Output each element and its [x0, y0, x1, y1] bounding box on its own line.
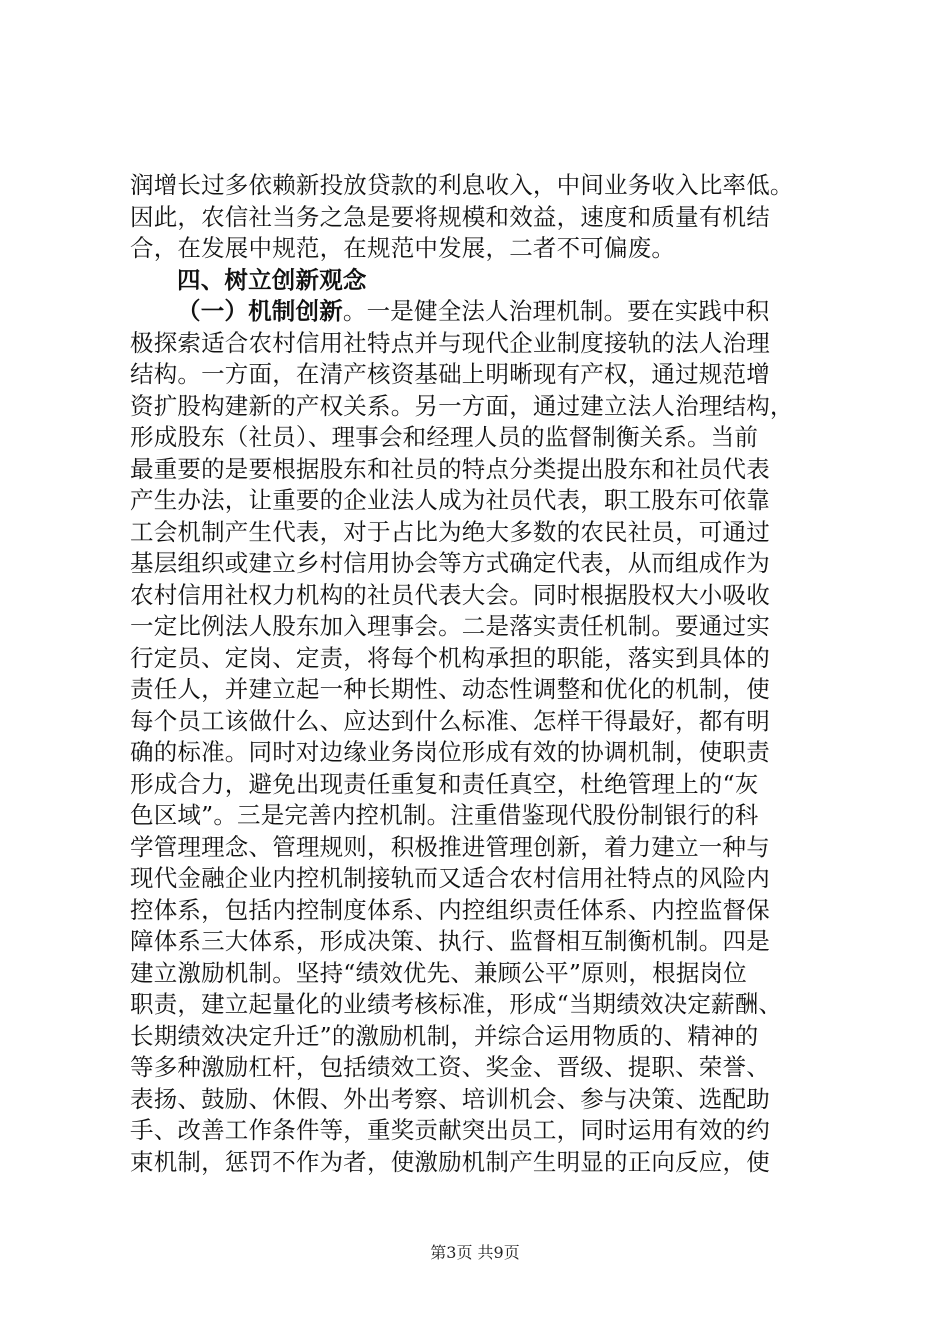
text-line: 建立激励机制。坚持“绩效优先、兼顾公平”原则，根据岗位: [130, 958, 747, 987]
text-line: 色区域”。三是完善内控机制。注重借鉴现代股份制银行的科: [130, 801, 759, 829]
text-line: 润增长过多依赖新投放贷款的利息收入，中间业务收入比率低。: [130, 171, 794, 199]
text-line: 基层组织或建立乡村信用协会等方式确定代表，从而组成作为: [130, 549, 770, 577]
text-line: 控体系，包括内控制度体系、内控组织责任体系、内控监督保: [130, 895, 770, 924]
text-line: 形成股东（社员）、理事会和经理人员的监督制衡关系。当前: [130, 423, 759, 451]
text-line: 合，在发展中规范，在规范中发展，二者不可偏废。: [130, 234, 676, 262]
text-line: 等多种激励杠杆，包括绩效工资、奖金、晋级、提职、荣誉、: [130, 1053, 770, 1081]
text-line: 每个员工该做什么、应达到什么标准、怎样干得最好，都有明: [130, 706, 770, 735]
text-line: 资扩股构建新的产权关系。另一方面，通过建立法人治理结构，: [130, 391, 794, 420]
text-line: 障体系三大体系，形成决策、执行、监督相互制衡机制。四是: [130, 927, 770, 955]
text-line: 最重要的是要根据股东和社员的特点分类提出股东和社员代表: [130, 454, 770, 483]
page-number-footer: 第3页 共9页: [430, 1243, 520, 1262]
text-line: 职责，建立起量化的业绩考核标准，形成“当期绩效决定薪酬、: [130, 990, 783, 1018]
text-line: 表扬、鼓励、休假、外出考察、培训机会、参与决策、选配助: [130, 1084, 770, 1113]
text-line: 工会机制产生代表，对于占比为绝大多数的农民社员，可通过: [130, 517, 770, 546]
text-line: 确的标准。同时对边缘业务岗位形成有效的协调机制，使职责: [130, 738, 770, 766]
text-line: 长期绩效决定升迁”的激励机制，并综合运用物质的、精神的: [130, 1021, 759, 1050]
text-line: 学管理理念、管理规则，积极推进管理创新，着力建立一种与: [130, 832, 770, 861]
text-line: 极探索适合农村信用社特点并与现代企业制度接轨的法人治理: [130, 328, 770, 357]
text-line: 结构。一方面，在清产核资基础上明晰现有产权，通过规范增: [130, 360, 770, 388]
text-line: 手、改善工作条件等，重奖贡献突出员工，同时运用有效的约: [130, 1116, 770, 1144]
text-line: 行定员、定岗、定责，将每个机构承担的职能，落实到具体的: [130, 643, 770, 672]
paragraph-first-line: [130, 296, 830, 328]
text-line: 产生办法，让重要的企业法人成为社员代表，职工股东可依靠: [130, 486, 770, 514]
text-line: 一定比例法人股东加入理事会。二是落实责任机制。要通过实: [130, 612, 770, 640]
text-line: 束机制，惩罚不作为者，使激励机制产生明显的正向反应，使: [130, 1147, 770, 1176]
text-line: 形成合力，避免出现责任重复和责任真空，杜绝管理上的“灰: [130, 769, 759, 798]
section-heading: 四、树立创新观念: [177, 265, 367, 294]
text-line: 农村信用社权力机构的社员代表大会。同时根据股权大小吸收: [130, 580, 770, 609]
paragraph-first-line-text: 。一是健全法人治理机制。要在实践中积: [342, 297, 770, 325]
text-line: 因此，农信社当务之急是要将规模和效益，速度和质量有机结: [130, 202, 770, 231]
subsection-title: （一）机制创新: [177, 297, 343, 325]
text-line: 责任人，并建立起一种长期性、动态性调整和优化的机制，使: [130, 675, 770, 703]
text-line: 现代金融企业内控机制接轨而又适合农村信用社特点的风险内: [130, 864, 770, 892]
body-text: [130, 170, 830, 1178]
